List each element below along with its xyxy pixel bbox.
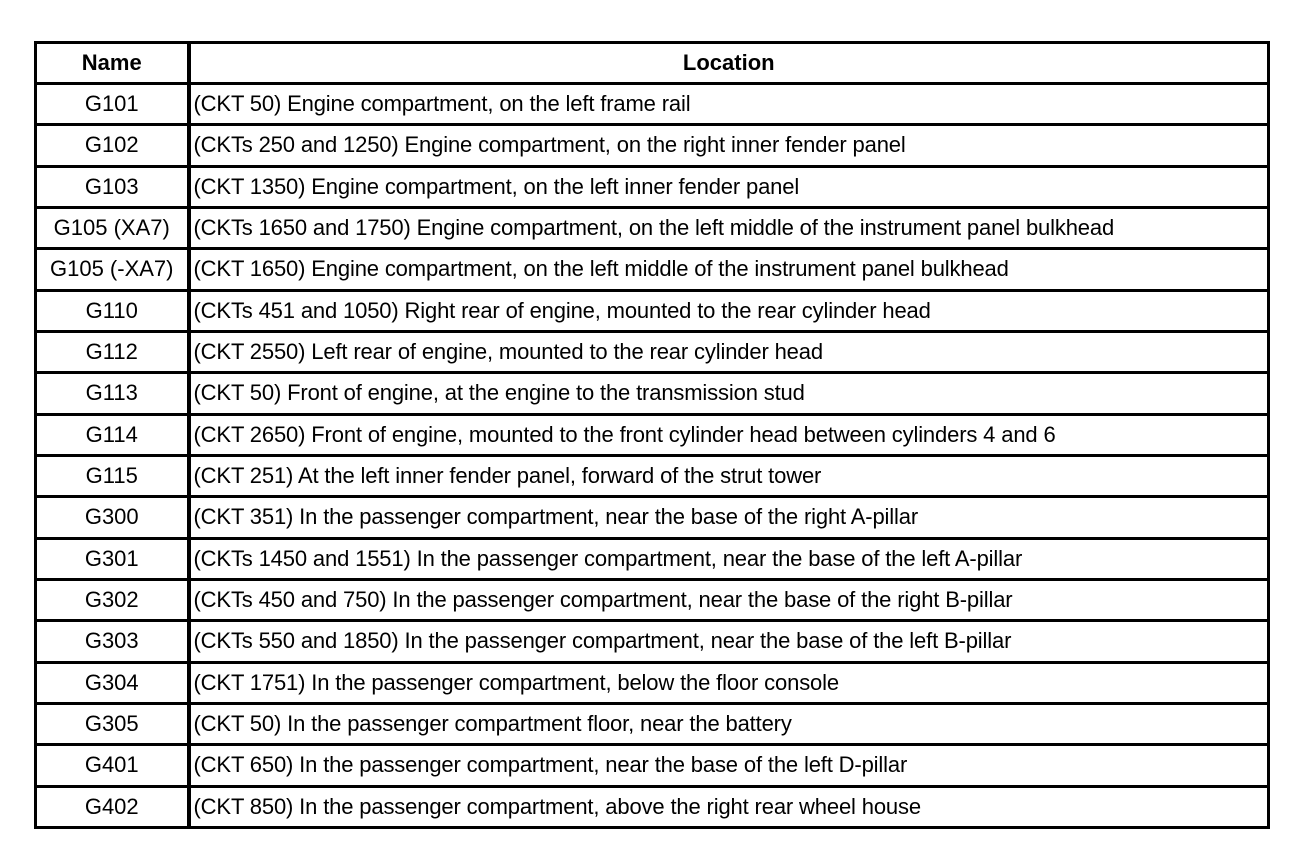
ground-location-cell: (CKTs 250 and 1250) Engine compartment, on the right inner fender panel [189,125,1269,166]
ground-name-cell: G113 [36,373,189,414]
table-row [36,745,1269,786]
ground-name-cell: G402 [36,786,189,827]
table-row [36,579,1269,620]
ground-location-cell: (CKT 1751) In the passenger compartment, below the floor console [189,662,1269,703]
ground-location-cell: (CKTs 451 and 1050) Right rear of engine, mounted to the rear cylinder head [189,290,1269,331]
table-row [36,414,1269,455]
ground-location-cell: (CKT 50) In the passenger compartment floor, near the battery [189,703,1269,744]
table-row [36,455,1269,496]
ground-name-cell: G300 [36,497,189,538]
ground-location-cell: (CKTs 1450 and 1551) In the passenger compartment, near the base of the left A-pillar [189,538,1269,579]
ground-location-cell: (CKTs 450 and 750) In the passenger compartment, near the base of the right B-pillar [189,579,1269,620]
table-row [36,373,1269,414]
ground-location-cell: (CKT 50) Engine compartment, on the left frame rail [189,84,1269,125]
table-row [36,249,1269,290]
table-body [36,84,1269,828]
ground-name-cell: G112 [36,331,189,372]
table-row [36,84,1269,125]
ground-location-cell: (CKT 850) In the passenger compartment, above the right rear wheel house [189,786,1269,827]
ground-name-cell: G301 [36,538,189,579]
table-row [36,662,1269,703]
table-row [36,621,1269,662]
ground-name-cell: G101 [36,84,189,125]
header-row [36,43,1269,84]
ground-location-cell: (CKT 50) Front of engine, at the engine to the transmission stud [189,373,1269,414]
ground-name-cell: G401 [36,745,189,786]
table-row [36,331,1269,372]
table-row [36,125,1269,166]
ground-location-cell: (CKT 1350) Engine compartment, on the left inner fender panel [189,166,1269,207]
ground-location-cell: (CKT 351) In the passenger compartment, near the base of the right A-pillar [189,497,1269,538]
ground-name-cell: G103 [36,166,189,207]
ground-location-cell: (CKT 650) In the passenger compartment, near the base of the left D-pillar [189,745,1269,786]
ground-name-cell: G304 [36,662,189,703]
ground-location-cell: (CKT 251) At the left inner fender panel, forward of the strut tower [189,455,1269,496]
table-row [36,538,1269,579]
ground-location-cell: (CKTs 550 and 1850) In the passenger compartment, near the base of the left B-pillar [189,621,1269,662]
ground-name-cell: G105 (-XA7) [36,249,189,290]
table-row [36,497,1269,538]
table-row [36,786,1269,827]
ground-name-cell: G302 [36,579,189,620]
ground-name-cell: G110 [36,290,189,331]
ground-name-cell: G115 [36,455,189,496]
ground-name-cell: G102 [36,125,189,166]
table-row [36,290,1269,331]
table-row [36,207,1269,248]
ground-location-cell: (CKT 2650) Front of engine, mounted to the front cylinder head between cylinders 4 and 6 [189,414,1269,455]
table-header [36,43,1269,84]
ground-location-cell: (CKT 1650) Engine compartment, on the left middle of the instrument panel bulkhead [189,249,1269,290]
ground-location-cell: (CKT 2550) Left rear of engine, mounted to the rear cylinder head [189,331,1269,372]
ground-locations-table [34,41,1270,829]
location-column-header: Location [189,43,1269,84]
name-column-header: Name [36,43,189,84]
ground-name-cell: G305 [36,703,189,744]
ground-name-cell: G303 [36,621,189,662]
ground-name-cell: G114 [36,414,189,455]
table-row [36,703,1269,744]
ground-name-cell: G105 (XA7) [36,207,189,248]
table-row [36,166,1269,207]
ground-location-cell: (CKTs 1650 and 1750) Engine compartment, on the left middle of the instrument panel bulkhead [189,207,1269,248]
